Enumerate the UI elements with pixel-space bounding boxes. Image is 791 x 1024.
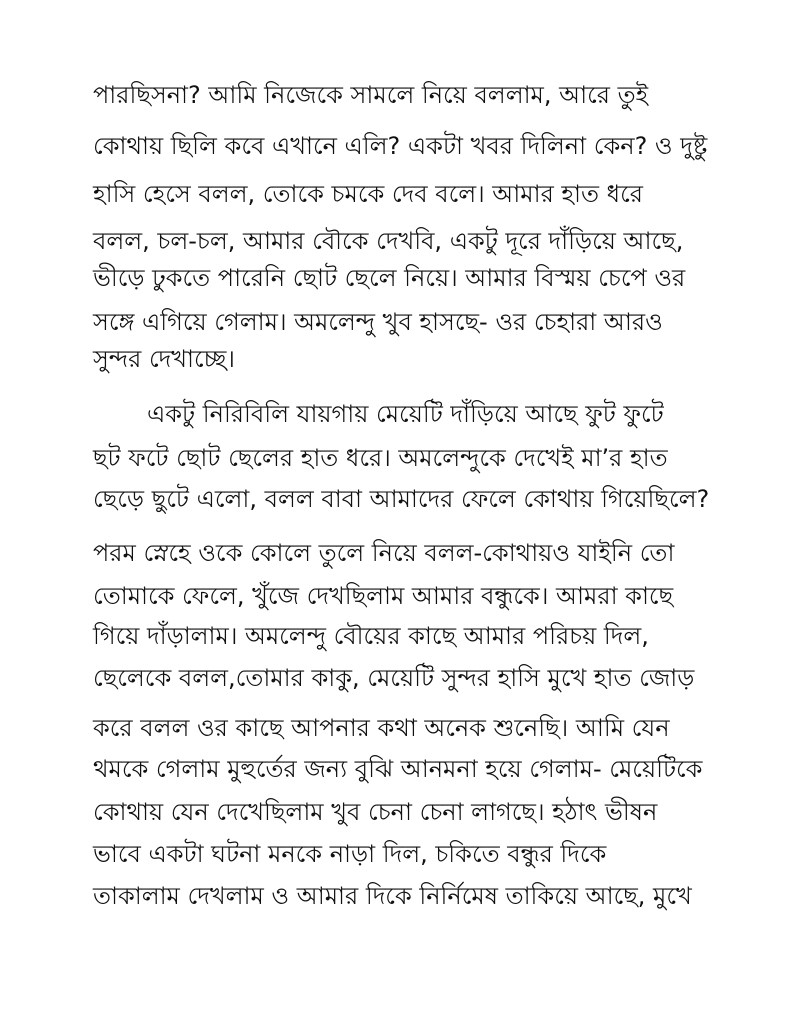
text-line xyxy=(0,620,791,652)
line-text: ছেড়ে ছুটে এলো, বলল বাবা আমাদের ফেলে কোথায় গিয়েছিলে? xyxy=(93,485,710,513)
line-text: একটু নিরিবিলি যায়গায় মেয়েটি দাঁড়িয়ে আছে ফুট ফুটে xyxy=(147,400,664,428)
text-line xyxy=(0,225,791,257)
line-text: সঙ্গে এগিয়ে গেলাম। অমলেন্দু খুব হাসছে- ওর চেহারা আরও xyxy=(93,308,663,336)
text-line xyxy=(0,130,791,162)
text-line xyxy=(0,753,791,785)
text-line xyxy=(0,580,791,612)
text-line xyxy=(0,79,791,111)
line-text: থমকে গেলাম মুহুর্তের জন্য বুঝি আনমনা হয়ে গেলাম- মেয়েটিকে xyxy=(93,755,703,783)
line-text: ভীড়ে ঢুকতে পারেনি ছোট ছেলে নিয়ে। আমার বিস্ময় চেপে ওর xyxy=(93,264,686,292)
text-line xyxy=(0,712,791,744)
line-text: কোথায় ছিলি কবে এখানে এলি? একটা খবর দিলিনা কেন? ও দুষ্টু xyxy=(93,132,708,160)
line-text: ভাবে একটা ঘটনা মনকে নাড়া দিল, চকিতে বন্ধুর দিকে xyxy=(93,840,607,868)
text-line xyxy=(0,262,791,294)
text-line xyxy=(0,537,791,569)
text-line xyxy=(0,838,791,870)
line-text: বলল, চল-চল, আমার বৌকে দেখবি, একটু দূরে দাঁড়িয়ে আছে, xyxy=(93,227,684,255)
line-text: পরম স্নেহে ওকে কোলে তুলে নিয়ে বলল-কোথায়ও যাইনি তো xyxy=(93,539,675,567)
line-text: পারছিসনা? আমি নিজেকে সামলে নিয়ে বললাম, আরে তুই xyxy=(93,81,649,109)
text-line xyxy=(0,343,791,375)
line-text: তাকালাম দেখলাম ও আমার দিকে নির্নিমেষ তাকিয়ে আছে, মুখে xyxy=(93,882,692,910)
line-text: তোমাকে ফেলে, খুঁজে দেখছিলাম আমার বন্ধুকে। আমরা কাছে xyxy=(93,582,674,610)
text-line xyxy=(0,483,791,515)
line-text: গিয়ে দাঁড়ালাম। অমলেন্দু বৌয়ের কাছে আমার পরিচয় দিল, xyxy=(93,622,649,650)
line-text: ছট ফটে ছোট ছেলের হাত ধরে। অমলেন্দুকে দেখেই মা’র হাত xyxy=(93,444,668,472)
text-line xyxy=(0,662,791,694)
text-line xyxy=(0,442,791,474)
text-line xyxy=(0,796,791,828)
text-line xyxy=(0,306,791,338)
text-line xyxy=(0,880,791,912)
text-line xyxy=(0,398,791,430)
text-line xyxy=(0,178,791,210)
line-text: ছেলেকে বলল,তোমার কাকু, মেয়েটি সুন্দর হাসি মুখে হাত জোড় xyxy=(93,664,695,692)
line-text: সুন্দর দেখাচ্ছে। xyxy=(93,345,235,373)
line-text: হাসি হেসে বলল, তোকে চমকে দেব বলে। আমার হাত ধরে xyxy=(93,180,643,208)
line-text: করে বলল ওর কাছে আপনার কথা অনেক শুনেছি। আমি যেন xyxy=(93,714,670,742)
line-text: কোথায় যেন দেখেছিলাম খুব চেনা চেনা লাগছে। হঠাৎ ভীষন xyxy=(93,798,658,826)
